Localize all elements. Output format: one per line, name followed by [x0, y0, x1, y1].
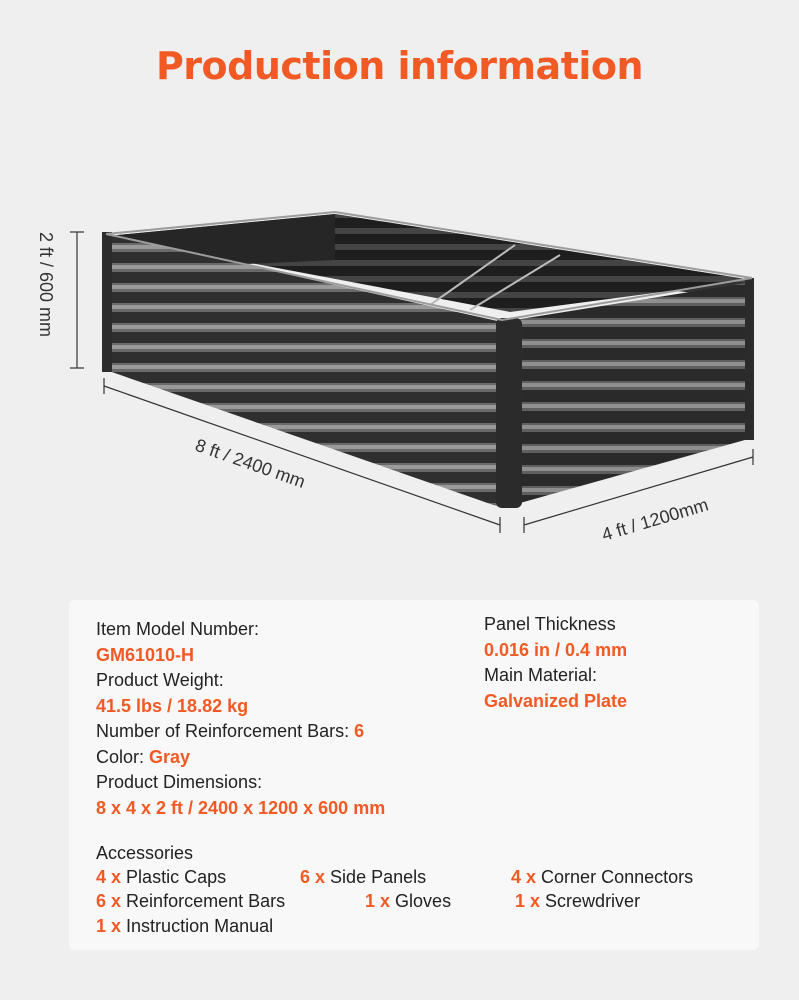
spec-model-label: Item Model Number: — [96, 619, 260, 639]
accessory-item: 6 x Side Panels — [300, 867, 427, 887]
corner-post — [496, 318, 522, 508]
spec-thickness-value: 0.016 in / 0.4 mm — [484, 639, 628, 660]
width-dimension-label: 4 ft / 1200mm — [599, 494, 711, 545]
corner-post — [745, 278, 754, 440]
spec-bars-label: Number of Reinforcement Bars: — [96, 721, 355, 741]
accessory-item: 6 x Reinforcement Bars — [96, 891, 286, 911]
accessory-item: 1 x Screwdriver — [515, 891, 641, 911]
accessory-item: 1 x Instruction Manual — [96, 916, 274, 936]
spec-weight-value: 41.5 lbs / 18.82 kg — [96, 695, 249, 716]
spec-model-value: GM61010-H — [96, 644, 195, 665]
spec-weight-label: Product Weight: — [96, 670, 224, 690]
spec-bars-value: 6 — [354, 721, 365, 741]
spec-dimensions-value: 8 x 4 x 2 ft / 2400 x 1200 x 600 mm — [96, 797, 386, 818]
height-dimension-label: 2 ft / 600 mm — [36, 232, 56, 338]
spec-bars-row — [96, 719, 476, 745]
length-dimension-label: 8 ft / 2400 mm — [192, 434, 308, 492]
accessory-item: 4 x Corner Connectors — [511, 867, 694, 887]
specs-right — [484, 612, 754, 714]
raised-garden-bed-illustration — [0, 150, 799, 570]
spec-material-label: Main Material: — [484, 665, 598, 685]
spec-color-label: Color: — [96, 746, 150, 767]
spec-color-row — [96, 745, 476, 771]
spec-color-value: Gray — [149, 746, 191, 767]
front-short-panel — [502, 282, 752, 508]
spec-dimensions-label: Product Dimensions: — [96, 772, 263, 792]
corner-post — [102, 232, 112, 372]
accessory-item: 4 x Plastic Caps — [96, 867, 227, 887]
specs-left — [96, 617, 476, 821]
page-title: Production information — [155, 44, 644, 88]
spec-thickness-label: Panel Thickness — [484, 614, 616, 634]
spec-material-value: Galvanized Plate — [484, 690, 628, 711]
accessory-item: 1 x Gloves — [365, 891, 452, 911]
accessories-title: Accessories — [96, 843, 194, 863]
